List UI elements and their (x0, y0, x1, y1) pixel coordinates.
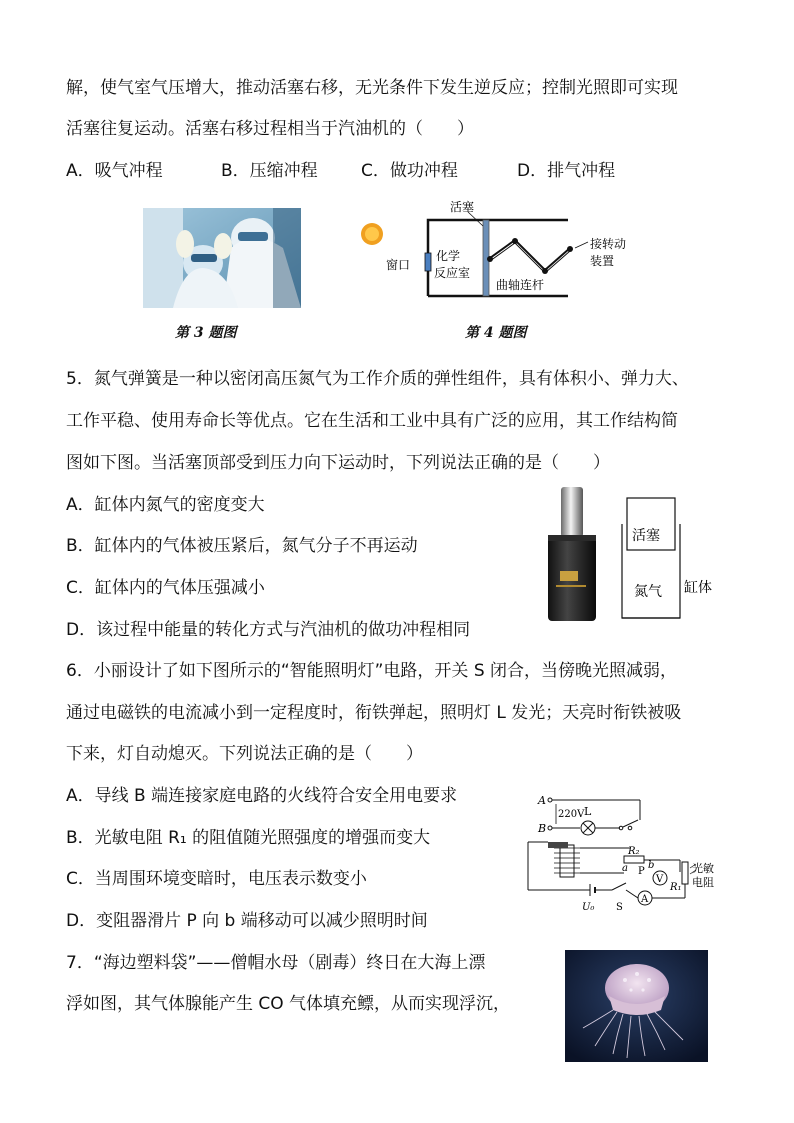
circuit-label-p: P (638, 866, 645, 877)
q5-line-3: 图如下图。当活塞顶部受到压力向下运动时，下列说法正确的是（ ） (66, 453, 610, 473)
circuit-label-lower-a: a (622, 863, 628, 874)
q4-line-1: 解，使气室气压增大，推动活塞右移，无光条件下发生逆反应；控制光照即可实现 (66, 78, 678, 98)
circuit-label-b: B (538, 822, 547, 835)
q4-option-b: B．压缩冲程 (221, 161, 318, 181)
q6-line-1: 6．小丽设计了如下图所示的“智能照明灯”电路，开关 S 闭合，当傍晚光照减弱， (66, 661, 678, 681)
q7-line-1: 7．“海边塑料袋”——僧帽水母（剧毒）终日在大海上漂 (66, 953, 486, 973)
q4-line-2: 活塞往复运动。活塞右移过程相当于汽油机的（ ） (66, 119, 474, 139)
circuit-label-a: A (538, 794, 546, 807)
fig4-label-chamber-2: 反应室 (434, 266, 471, 280)
q5-option-c: C．缸体内的气体压强减小 (66, 578, 265, 598)
fig3-photo (143, 208, 301, 308)
fig3-caption: 第 3 题图 (175, 325, 237, 341)
fig4-diagram (350, 198, 650, 313)
fig4-caption: 第 4 题图 (465, 325, 527, 341)
circuit-label-photo-1: 光敏 (692, 862, 714, 875)
fig4-label-crank: 曲轴连杆 (496, 278, 545, 292)
q5-line-2: 工作平稳、使用寿命长等优点。它在生活和工业中具有广泛的应用，其工作结构简 (66, 411, 678, 431)
jellyfish-photo (565, 950, 708, 1062)
q6-option-b: B．光敏电阻 R₁ 的阻值随光照强度的增强而变大 (66, 828, 431, 848)
q6-line-2: 通过电磁铁的电流减小到一定程度时，衔铁弹起，照明灯 L 发光；天亮时衔铁被吸 (66, 703, 682, 723)
q4-option-d: D．排气冲程 (517, 161, 616, 181)
q7-line-2: 浮如图，其气体腺能产生 CO 气体填充鳔，从而实现浮沉， (66, 994, 511, 1014)
q6-line-3: 下来，灯自动熄灭。下列说法正确的是（ ） (66, 744, 423, 764)
sun-icon (361, 223, 383, 245)
circuit-label-r1: R₁ (670, 882, 682, 893)
diagram-label-nitrogen: 氮气 (634, 584, 662, 600)
q5-line-1: 5．氮气弹簧是一种以密闭高压氮气为工作介质的弹性组件，具有体积小、弹力大、 (66, 369, 689, 389)
q6-option-a: A．导线 B 端连接家庭电路的火线符合安全用电要求 (66, 786, 458, 806)
q4-options (66, 159, 666, 183)
q6-option-c: C．当周围环境变暗时，电压表示数变小 (66, 869, 367, 889)
q4-option-a: A．吸气冲程 (66, 161, 163, 181)
q5-option-b: B．缸体内的气体被压紧后，氮气分子不再运动 (66, 536, 418, 556)
circuit-label-s: S (616, 902, 623, 913)
circuit-label-photo-2: 电阻 (692, 876, 714, 889)
fig4-label-chamber-1: 化学 (436, 249, 461, 263)
q6-option-d: D．变阻器滑片 P 向 b 端移动可以减少照明时间 (66, 911, 428, 931)
circuit-label-r2: R₂ (628, 846, 640, 857)
q5-option-a: A．缸体内氮气的密度变大 (66, 495, 265, 515)
q5-option-d: D．该过程中能量的转化方式与汽油机的做功冲程相同 (66, 620, 471, 640)
circuit-label-u0: U₀ (582, 902, 595, 913)
circuit-label-ammeter: A (641, 894, 649, 905)
fig4-label-connect-1: 接转动 (590, 237, 627, 251)
circuit-label-lower-b: b (648, 860, 655, 871)
lamp-icon (581, 821, 595, 835)
gas-spring-diagram (612, 490, 727, 625)
circuit-label-l: L (584, 805, 592, 818)
circuit-label-v: V (656, 874, 664, 885)
fig4-label-piston: 活塞 (450, 200, 475, 214)
fig4-label-window: 窗口 (386, 258, 411, 272)
circuit-label-220v: 220V (558, 809, 585, 820)
fig4-label-connect-2: 装置 (590, 254, 615, 268)
q4-option-c: C．做功冲程 (361, 161, 458, 181)
diagram-label-cylinder: 缸体 (684, 580, 712, 596)
circuit-diagram (520, 790, 725, 915)
gas-spring-photo (538, 485, 608, 625)
diagram-label-piston: 活塞 (632, 528, 660, 544)
